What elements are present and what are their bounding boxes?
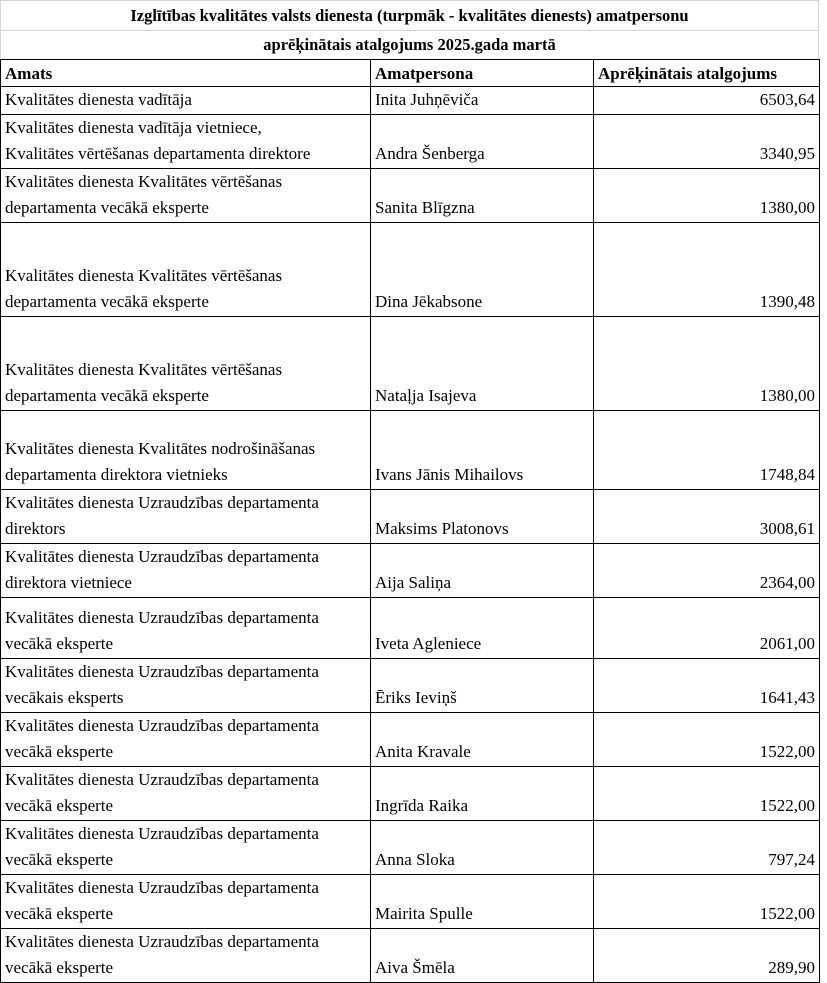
amats-line: Kvalitātes dienesta Uzraudzības departamenta <box>5 716 319 735</box>
cell-amats <box>1 713 371 767</box>
cell-amats <box>1 490 371 544</box>
table-row <box>1 767 820 821</box>
cell-atalgojums: 1522,00 <box>594 875 820 929</box>
table-row <box>1 544 820 598</box>
cell-amatpersona: Anna Sloka <box>371 821 594 875</box>
cell-amatpersona: Anita Kravale <box>371 713 594 767</box>
cell-amats <box>1 169 371 223</box>
amats-line: departamenta vecākā eksperte <box>5 292 209 311</box>
cell-atalgojums: 1641,43 <box>594 659 820 713</box>
cell-atalgojums: 289,90 <box>594 929 820 983</box>
amats-line: departamenta vecākā eksperte <box>5 198 209 217</box>
cell-amatpersona: Ingrīda Raika <box>371 767 594 821</box>
table-row <box>1 598 820 659</box>
table-row <box>1 490 820 544</box>
table-row <box>1 713 820 767</box>
cell-atalgojums: 1380,00 <box>594 169 820 223</box>
cell-amatpersona: Ivans Jānis Mihailovs <box>371 411 594 490</box>
column-header-amats: Amats <box>1 60 371 87</box>
cell-amatpersona: Andra Šenberga <box>371 115 594 169</box>
table-row <box>1 929 820 983</box>
amats-line: Kvalitātes vērtēšanas departamenta direktore <box>5 144 311 163</box>
table-row <box>1 317 820 411</box>
amats-line: vecākais eksperts <box>5 688 124 707</box>
table-row <box>1 821 820 875</box>
table-row <box>1 875 820 929</box>
cell-amatpersona: Inita Juhņēviča <box>371 87 594 115</box>
salary-table <box>0 59 820 983</box>
amats-line: departamenta direktora vietnieks <box>5 465 228 484</box>
cell-atalgojums: 3008,61 <box>594 490 820 544</box>
amats-line: Kvalitātes dienesta vadītāja <box>5 90 192 109</box>
amats-line: vecākā eksperte <box>5 742 114 761</box>
cell-atalgojums: 1748,84 <box>594 411 820 490</box>
cell-amats <box>1 598 371 659</box>
table-row <box>1 223 820 317</box>
amats-line: Kvalitātes dienesta vadītāja vietniece, <box>5 118 262 137</box>
amats-line: vecākā eksperte <box>5 958 114 977</box>
amats-line: Kvalitātes dienesta Uzraudzības departamenta <box>5 824 319 843</box>
table-row <box>1 87 820 115</box>
cell-atalgojums: 6503,64 <box>594 87 820 115</box>
amats-line: Kvalitātes dienesta Uzraudzības departamenta <box>5 547 319 566</box>
cell-amatpersona: Iveta Agleniece <box>371 598 594 659</box>
cell-amats <box>1 223 371 317</box>
document-title-line-2: aprēķinātais atalgojums 2025.gada martā <box>0 30 819 59</box>
cell-amatpersona: Dina Jēkabsone <box>371 223 594 317</box>
cell-atalgojums: 2061,00 <box>594 598 820 659</box>
amats-line: Kvalitātes dienesta Kvalitātes vērtēšanas <box>5 266 283 285</box>
cell-amats <box>1 929 371 983</box>
cell-amats <box>1 87 371 115</box>
cell-amatpersona: Aiva Šmēla <box>371 929 594 983</box>
table-row <box>1 411 820 490</box>
amats-line: Kvalitātes dienesta Uzraudzības departamenta <box>5 770 319 789</box>
cell-amats <box>1 875 371 929</box>
amats-line: vecākā eksperte <box>5 904 114 923</box>
cell-amats <box>1 115 371 169</box>
cell-atalgojums: 1390,48 <box>594 223 820 317</box>
amats-line: departamenta vecākā eksperte <box>5 386 209 405</box>
table-row <box>1 115 820 169</box>
column-header-amatpersona: Amatpersona <box>371 60 594 87</box>
cell-amatpersona: Nataļja Isajeva <box>371 317 594 411</box>
amats-line: vecākā eksperte <box>5 850 114 869</box>
amats-line: Kvalitātes dienesta Uzraudzības departamenta <box>5 608 319 627</box>
cell-amatpersona: Mairita Spulle <box>371 875 594 929</box>
cell-atalgojums: 1380,00 <box>594 317 820 411</box>
amats-line: Kvalitātes dienesta Kvalitātes nodrošināšanas <box>5 439 316 458</box>
table-row <box>1 169 820 223</box>
cell-atalgojums: 1522,00 <box>594 767 820 821</box>
column-header-atalgojums: Aprēķinātais atalgojums <box>594 60 820 87</box>
amats-line: direktora vietniece <box>5 573 132 592</box>
table-row <box>1 659 820 713</box>
cell-atalgojums: 3340,95 <box>594 115 820 169</box>
cell-amatpersona: Maksims Platonovs <box>371 490 594 544</box>
document-title-line-1: Izglītības kvalitātes valsts dienesta (turpmāk - kvalitātes dienests) amatpersonu <box>0 0 819 30</box>
amats-line: vecākā eksperte <box>5 634 114 653</box>
cell-amats <box>1 411 371 490</box>
amats-line: Kvalitātes dienesta Kvalitātes vērtēšanas <box>5 360 283 379</box>
cell-amats <box>1 821 371 875</box>
cell-amatpersona: Sanita Blīgzna <box>371 169 594 223</box>
amats-line: Kvalitātes dienesta Kvalitātes vērtēšanas <box>5 172 283 191</box>
table-body <box>1 87 820 983</box>
cell-amats <box>1 317 371 411</box>
amats-line: Kvalitātes dienesta Uzraudzības departamenta <box>5 932 319 951</box>
cell-amats <box>1 659 371 713</box>
cell-amatpersona: Ēriks Ieviņš <box>371 659 594 713</box>
cell-atalgojums: 797,24 <box>594 821 820 875</box>
amats-line: direktors <box>5 519 66 538</box>
cell-atalgojums: 2364,00 <box>594 544 820 598</box>
cell-amats <box>1 767 371 821</box>
amats-line: Kvalitātes dienesta Uzraudzības departamenta <box>5 878 319 897</box>
cell-atalgojums: 1522,00 <box>594 713 820 767</box>
cell-amatpersona: Aija Saliņa <box>371 544 594 598</box>
amats-line: Kvalitātes dienesta Uzraudzības departamenta <box>5 662 319 681</box>
amats-line: Kvalitātes dienesta Uzraudzības departamenta <box>5 493 319 512</box>
table-header-row <box>1 60 820 87</box>
amats-line: vecākā eksperte <box>5 796 114 815</box>
cell-amats <box>1 544 371 598</box>
